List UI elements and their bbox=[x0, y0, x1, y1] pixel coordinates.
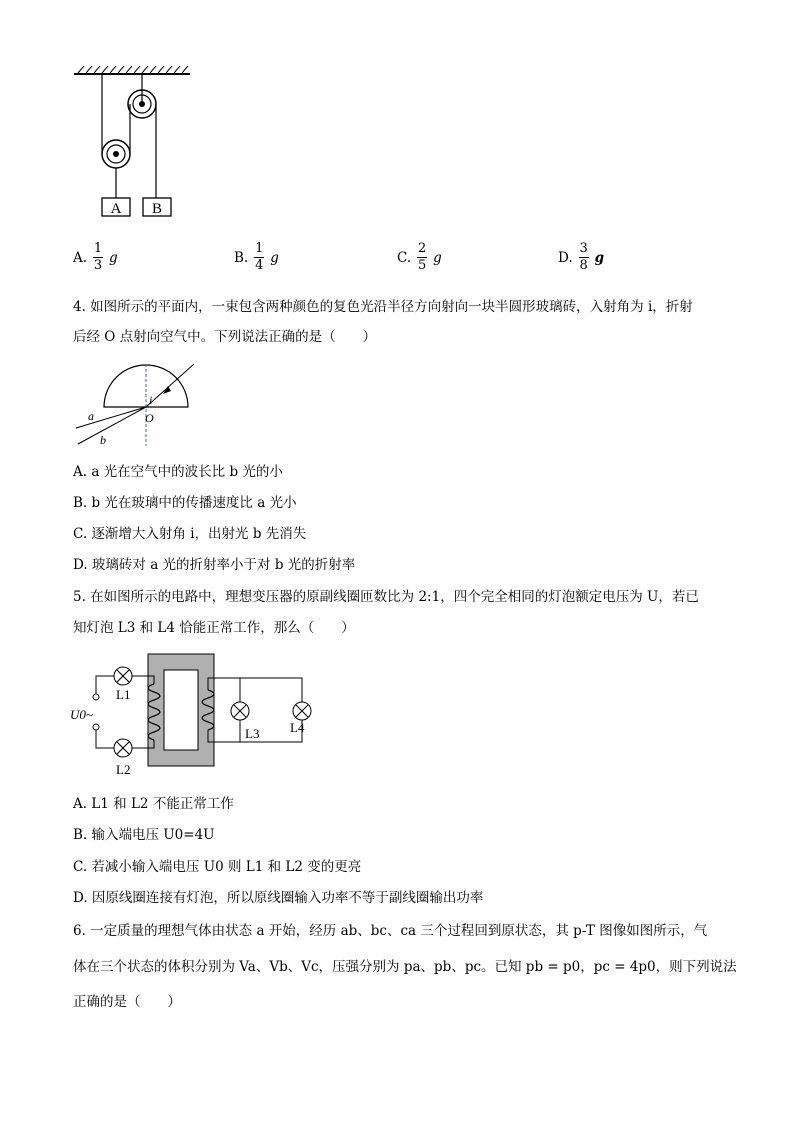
pulley-figure bbox=[68, 62, 198, 222]
q4-stem-line1: 4. 如图所示的平面内，一束包含两种颜色的复色光沿半径方向射向一块半圆形玻璃砖，入射角为 i，折射 bbox=[73, 299, 693, 315]
q6-stem-line1: 6. 一定质量的理想气体由状态 a 开始，经历 ab、bc、ca 三个过程回到原状态，其 p-T 图像如图所示，气 bbox=[73, 923, 708, 939]
semicircle-glass-figure bbox=[70, 360, 200, 450]
q5-option-c[interactable]: C. 若减小输入端电压 U0 则 L1 和 L2 变的更亮 bbox=[73, 859, 362, 875]
q4-option-d[interactable]: D. 玻璃砖对 a 光的折射率小于对 b 光的折射率 bbox=[73, 557, 356, 573]
lamp-l4-label: L4 bbox=[290, 720, 305, 735]
q5-stem-line2: 知灯泡 L3 和 L4 恰能正常工作，那么（ ） bbox=[73, 620, 355, 636]
q3-option-a[interactable]: A. $\frac{1}{3}$ g bbox=[73, 241, 118, 273]
angle-i-label: i bbox=[149, 393, 153, 407]
transformer-circuit-figure bbox=[68, 650, 318, 780]
lamp-l3-label: L3 bbox=[245, 726, 260, 741]
block-a-label: A bbox=[110, 201, 122, 217]
q3-option-d[interactable]: D. $\frac{3}{8}$ g bbox=[558, 241, 605, 273]
lamp-l1-label: L1 bbox=[116, 687, 131, 702]
q3-option-b[interactable]: B. $\frac{1}{4}$ g bbox=[234, 241, 279, 273]
q4-stem-line2: 后经 O 点射向空气中。下列说法正确的是（ ） bbox=[73, 329, 377, 345]
point-o-label: O bbox=[145, 411, 154, 425]
q6-stem-line2: 体在三个状态的体积分别为 Va、Vb、Vc，压强分别为 pa、pb、pc。已知 pb = p0，pc = 4p0，则下列说法 bbox=[73, 959, 737, 975]
block-b-label: B bbox=[151, 201, 163, 217]
q5-option-b[interactable]: B. 输入端电压 U0=4U bbox=[73, 827, 215, 843]
q4-option-b[interactable]: B. b 光在玻璃中的传播速度比 a 光小 bbox=[73, 495, 297, 511]
ray-b-label: b bbox=[100, 433, 106, 447]
q4-option-c[interactable]: C. 逐渐增大入射角 i，出射光 b 先消失 bbox=[73, 526, 307, 542]
q6-stem-line3: 正确的是（ ） bbox=[73, 994, 181, 1010]
input-voltage-label: U0~ bbox=[70, 707, 93, 722]
q4-option-a[interactable]: A. a 光在空气中的波长比 b 光的小 bbox=[73, 464, 283, 480]
q5-stem-line1: 5. 在如图所示的电路中，理想变压器的原副线圈匝数比为 2:1，四个完全相同的灯泡额定电压为 U，若已 bbox=[73, 589, 699, 605]
q5-option-d[interactable]: D. 因原线圈连接有灯泡，所以原线圈输入功率不等于副线圈输出功率 bbox=[73, 890, 484, 906]
lamp-l2-label: L2 bbox=[116, 762, 131, 777]
q3-option-c[interactable]: C. $\frac{2}{5}$ g bbox=[397, 241, 442, 273]
q5-option-a[interactable]: A. L1 和 L2 不能正常工作 bbox=[73, 796, 234, 812]
ray-a-label: a bbox=[88, 409, 94, 423]
